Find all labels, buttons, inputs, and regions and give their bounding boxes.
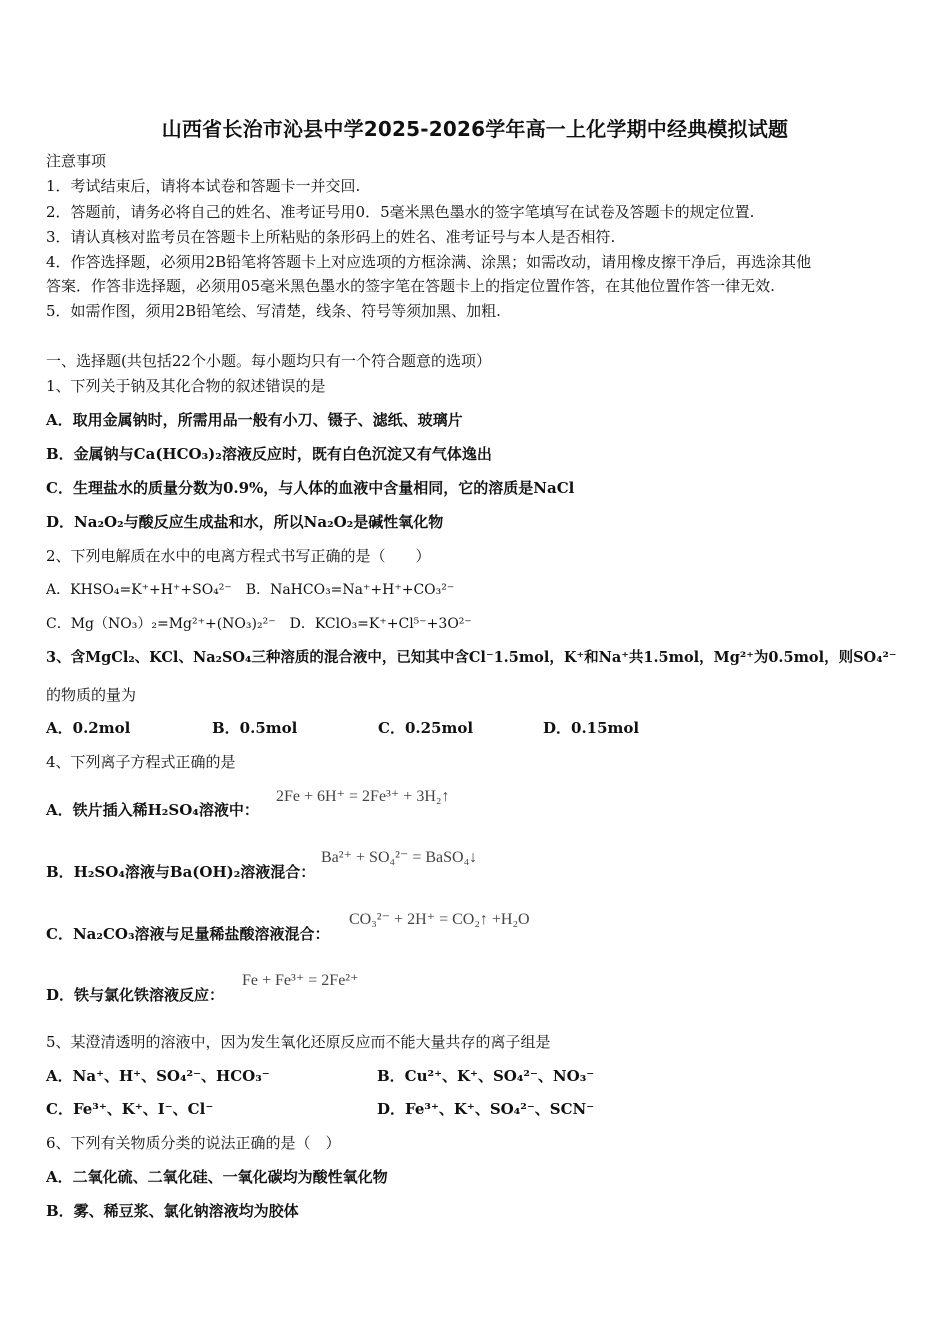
notice-item: 5．如需作图，须用2B铅笔绘、写清楚，线条、符号等须加黑、加粗.	[46, 302, 501, 320]
notice-item: 2．答题前，请务必将自己的姓名、准考证号用0．5毫米黑色墨水的签字笔填写在试卷及答题卡的规定位置.	[46, 203, 755, 221]
q4-equation-b: Ba²⁺ + SO₄²⁻ = BaSO₄↓	[321, 849, 478, 866]
q5-option-c: C．Fe³⁺、K⁺、I⁻、Cl⁻	[46, 1100, 214, 1118]
q3-option-d: D．0.15mol	[543, 719, 640, 737]
q5-option-b: B．Cu²⁺、K⁺、SO₄²⁻、NO₃⁻	[377, 1067, 595, 1085]
q4-option-b: B．H₂SO₄溶液与Ba(OH)₂溶液混合：	[46, 863, 316, 881]
notice-item: 3．请认真核对监考员在答题卡上所粘贴的条形码上的姓名、准考证号与本人是否相符.	[46, 228, 616, 246]
q1-option-a: A．取用金属钠时，所需用品一般有小刀、镊子、滤纸、玻璃片	[46, 411, 463, 429]
q4-option-d: D．铁与氯化铁溶液反应：	[46, 986, 225, 1004]
question-stem-1: 1、下列关于钠及其化合物的叙述错误的是	[46, 377, 326, 395]
q4-equation-a: 2Fe + 6H⁺ = 2Fe³⁺ + 3H₂↑	[276, 788, 450, 805]
q4-option-a: A．铁片插入稀H₂SO₄溶液中：	[46, 801, 259, 819]
question-stem-5: 5、某澄清透明的溶液中，因为发生氧化还原反应而不能大量共存的离子组是	[46, 1033, 551, 1051]
question-stem-3: 3、含MgCl₂、KCl、Na₂SO₄三种溶质的混合液中，已知其中含Cl⁻1.5mol，K⁺和Na⁺共1.5mol，Mg²⁺为0.5mol，则SO₄²⁻	[46, 649, 897, 666]
q5-option-a: A．Na⁺、H⁺、SO₄²⁻、HCO₃⁻	[46, 1067, 270, 1085]
q1-option-c: C．生理盐水的质量分数为0.9%，与人体的血液中含量相同，它的溶质是NaCl	[46, 479, 575, 497]
q3-option-a: A．0.2mol	[46, 719, 131, 737]
q2-options-cd: C．Mg（NO₃）₂=Mg²⁺+(NO₃)₂²⁻ D．KClO₃=K⁺+Cl⁵⁻+3O²⁻	[46, 616, 472, 632]
q6-option-a: A．二氧化硫、二氧化硅、一氧化碳均为酸性氧化物	[46, 1168, 388, 1186]
notice-heading: 注意事项	[46, 152, 107, 170]
q4-equation-c: CO₃²⁻ + 2H⁺ = CO₂↑ +H₂O	[349, 911, 530, 928]
q3-option-c: C．0.25mol	[378, 719, 474, 737]
notice-item: 答案．作答非选择题，必须用05毫米黑色墨水的签字笔在答题卡上的指定位置作答，在其他位置作答一律无效.	[46, 277, 775, 295]
question-stem-6: 6、下列有关物质分类的说法正确的是（ ）	[46, 1134, 341, 1152]
q1-option-b: B．金属钠与Ca(HCO₃)₂溶液反应时，既有白色沉淀又有气体逸出	[46, 445, 492, 463]
question-stem-4: 4、下列离子方程式正确的是	[46, 753, 236, 771]
question-stem-2: 2、下列电解质在水中的电离方程式书写正确的是（ ）	[46, 547, 431, 565]
q3-option-b: B．0.5mol	[212, 719, 298, 737]
page-title: 山西省长治市沁县中学2025-2026学年高一上化学期中经典模拟试题	[161, 117, 789, 141]
q5-option-d: D．Fe³⁺、K⁺、SO₄²⁻、SCN⁻	[377, 1100, 595, 1118]
notice-item: 1．考试结束后，请将本试卷和答题卡一并交回.	[46, 177, 361, 195]
q4-equation-d: Fe + Fe³⁺ = 2Fe²⁺	[242, 972, 359, 989]
section-heading: 一、选择题(共包括22个小题。每小题均只有一个符合题意的选项）	[46, 352, 491, 370]
q2-options-ab: A．KHSO₄=K⁺+H⁺+SO₄²⁻ B．NaHCO₃=Na⁺+H⁺+CO₃²⁻	[46, 582, 455, 598]
q4-option-c: C．Na₂CO₃溶液与足量稀盐酸溶液混合：	[46, 925, 330, 943]
q6-option-b: B．雾、稀豆浆、氯化钠溶液均为胶体	[46, 1202, 299, 1220]
question-stem-3-cont: 的物质的量为	[46, 686, 137, 704]
notice-item: 4．作答选择题，必须用2B铅笔将答题卡上对应选项的方框涂满、涂黑；如需改动，请用橡皮擦干净后，再选涂其他	[46, 253, 812, 271]
q1-option-d: D．Na₂O₂与酸反应生成盐和水，所以Na₂O₂是碱性氧化物	[46, 513, 444, 531]
